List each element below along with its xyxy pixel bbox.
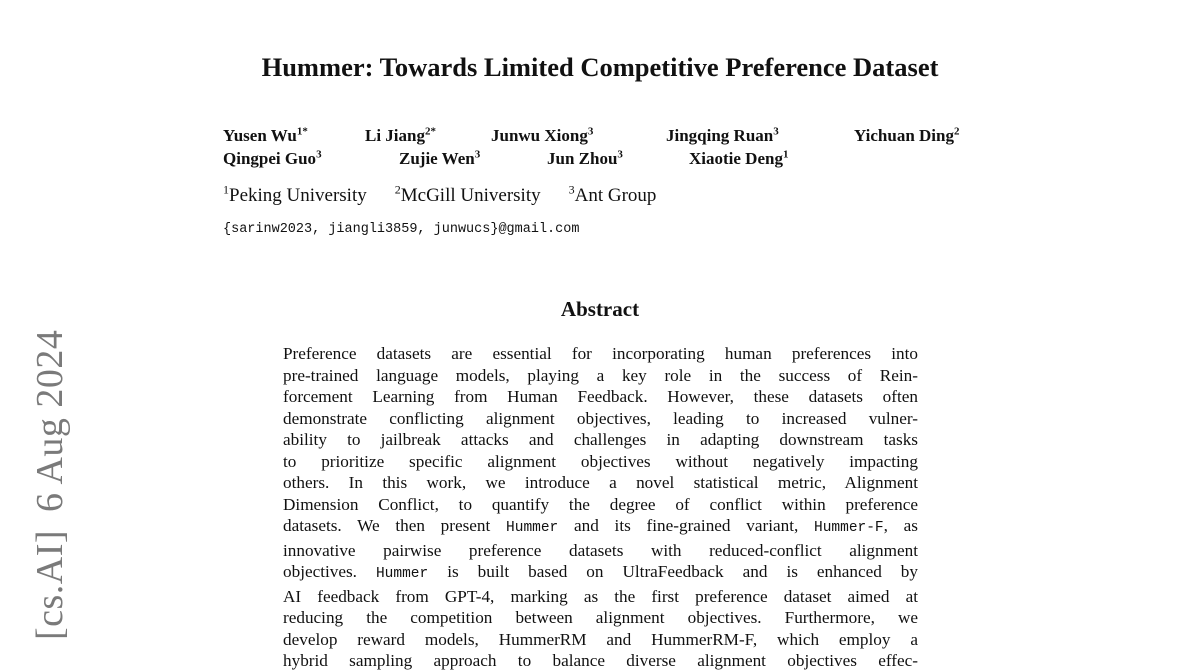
author-name: Qingpei Guo bbox=[223, 149, 317, 168]
author-name: Yusen Wu bbox=[223, 126, 297, 145]
abstract-line bbox=[283, 386, 918, 408]
author-affiliation-mark: 2* bbox=[425, 125, 436, 138]
author-affiliation-mark: 1* bbox=[296, 125, 308, 138]
abstract-text: objectives. bbox=[283, 562, 376, 581]
dataset-name: Hummer bbox=[375, 566, 429, 582]
author bbox=[666, 124, 854, 147]
abstract-body bbox=[283, 343, 918, 672]
abstract-line bbox=[283, 650, 918, 672]
arxiv-date: 6 Aug 2024 bbox=[29, 329, 71, 512]
author-name: Jingqing Ruan bbox=[666, 126, 774, 145]
abstract-line bbox=[283, 540, 918, 562]
abstract-text: is built based on UltraFeedback and is enhanced by bbox=[428, 562, 918, 581]
abstract-text: others. In this work, we introduce a novel statistical metric, Alignment bbox=[283, 473, 918, 492]
arxiv-category: [cs.AI] bbox=[29, 529, 71, 640]
abstract-line bbox=[283, 429, 918, 451]
abstract-line bbox=[283, 515, 918, 540]
abstract-text: hybrid sampling approach to balance diverse alignment objectives effec- bbox=[283, 651, 918, 670]
abstract-line bbox=[283, 343, 918, 365]
abstract-text: pre-trained language models, playing a key role in the success of Rein- bbox=[283, 365, 918, 385]
affiliation-name: McGill University bbox=[400, 185, 541, 206]
dataset-name: Hummer-F bbox=[814, 520, 884, 536]
author bbox=[399, 147, 547, 170]
author-name: Yichuan Ding bbox=[854, 126, 954, 145]
author-row-2 bbox=[223, 147, 1003, 170]
affiliation-name: Peking University bbox=[229, 185, 367, 206]
abstract-text: Dimension Conflict, to quantify the degree of conflict within preference bbox=[283, 494, 918, 514]
abstract-line bbox=[283, 408, 918, 430]
author-affiliation-mark: 3 bbox=[587, 125, 594, 138]
abstract-line bbox=[283, 494, 918, 516]
author bbox=[365, 124, 491, 147]
author-affiliation-mark: 3 bbox=[474, 148, 481, 161]
abstract-text: develop reward models, HummerRM and HummerRM-F, which employ a bbox=[283, 629, 918, 649]
author-row-1 bbox=[223, 124, 1003, 147]
author-list bbox=[223, 124, 1003, 170]
abstract-line bbox=[283, 451, 918, 473]
abstract-text: reducing the competition between alignment objectives. Furthermore, we bbox=[283, 608, 918, 627]
affiliation-mark: 1 bbox=[223, 182, 229, 197]
abstract-text: to prioritize specific alignment objectives without negatively impacting bbox=[283, 451, 918, 471]
author-name: Zujie Wen bbox=[399, 149, 475, 168]
author-emails: {sarinw2023, jiangli3859, junwucs}@gmail.com bbox=[223, 222, 580, 237]
abstract-line bbox=[283, 607, 918, 629]
affiliation-name: Ant Group bbox=[574, 185, 657, 206]
abstract-line bbox=[283, 365, 918, 387]
affiliation bbox=[395, 183, 541, 209]
author-affiliation-mark: 2 bbox=[953, 125, 960, 138]
abstract-text: datasets. We then present bbox=[283, 516, 507, 535]
abstract-text: forcement Learning from Human Feedback. However, these datasets often bbox=[283, 387, 918, 406]
abstract-text: innovative pairwise preference datasets with reduced-conflict alignment bbox=[283, 540, 918, 560]
abstract-text: AI feedback from GPT-4, marking as the first preference dataset aimed at bbox=[283, 586, 918, 606]
affiliation-list bbox=[223, 183, 684, 209]
dataset-name: Hummer bbox=[506, 520, 559, 536]
affiliation-mark: 3 bbox=[568, 182, 575, 197]
abstract-text: , as bbox=[883, 516, 918, 535]
author bbox=[223, 124, 365, 147]
author bbox=[689, 147, 788, 170]
author-name: Jun Zhou bbox=[547, 149, 618, 168]
abstract-line bbox=[283, 586, 918, 608]
author bbox=[547, 147, 689, 170]
affiliation-mark: 2 bbox=[394, 182, 401, 197]
author bbox=[854, 124, 959, 147]
abstract-line bbox=[283, 561, 918, 586]
arxiv-stamp-text bbox=[29, 330, 71, 640]
paper-title: Hummer: Towards Limited Competitive Preference Dataset bbox=[261, 52, 939, 82]
author bbox=[491, 124, 666, 147]
abstract-text: and its fine-grained variant, bbox=[558, 516, 815, 535]
author-affiliation-mark: 3 bbox=[773, 125, 779, 138]
abstract-text: demonstrate conflicting alignment objectives, leading to increased vulner- bbox=[283, 408, 918, 428]
arxiv-stamp bbox=[29, 320, 71, 640]
author-affiliation-mark: 3 bbox=[316, 148, 322, 161]
author-name: Li Jiang bbox=[365, 126, 425, 145]
affiliation bbox=[223, 183, 367, 209]
author-affiliation-mark: 3 bbox=[617, 148, 623, 161]
author-name: Junwu Xiong bbox=[491, 126, 588, 145]
abstract-heading: Abstract bbox=[560, 297, 640, 321]
abstract-text: Preference datasets are essential for incorporating human preferences into bbox=[283, 344, 918, 363]
author-affiliation-mark: 1 bbox=[782, 148, 789, 161]
abstract-text: ability to jailbreak attacks and challenges in adapting downstream tasks bbox=[283, 430, 918, 449]
author-name: Xiaotie Deng bbox=[689, 149, 783, 168]
author bbox=[223, 147, 399, 170]
abstract-line bbox=[283, 629, 918, 651]
affiliation bbox=[569, 183, 657, 209]
abstract-line bbox=[283, 472, 918, 494]
